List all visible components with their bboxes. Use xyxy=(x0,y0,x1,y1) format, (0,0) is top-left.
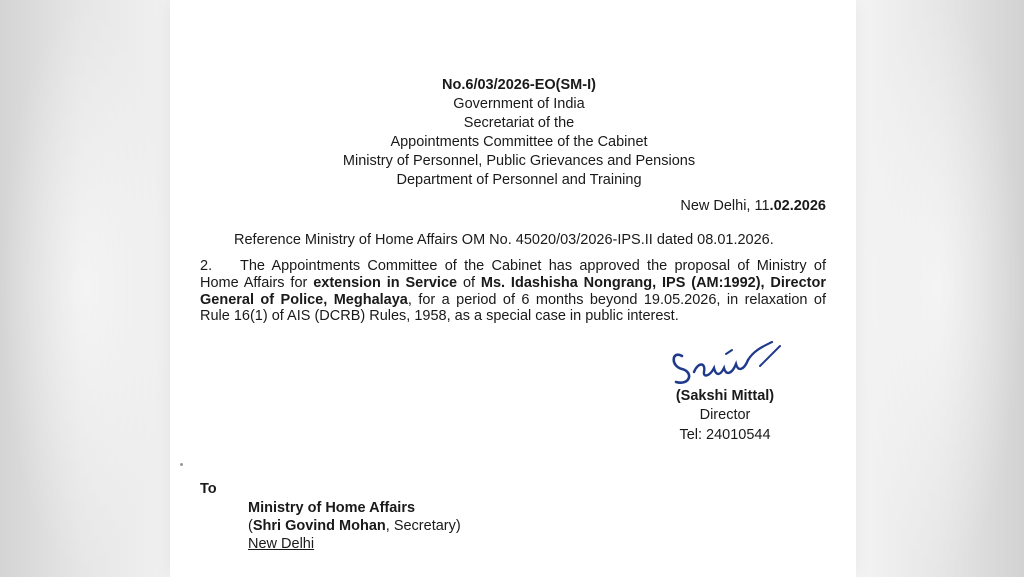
paragraph-bold-officer: Ms. Idashisha Nongrang, IPS (AM:1992), Director General of Police, Meghalaya xyxy=(200,274,827,308)
date-place: New Delhi, 11 xyxy=(680,198,770,214)
paragraph-text-part2: of xyxy=(457,274,481,291)
recipient-person-line xyxy=(248,517,461,536)
recipient-city: New Delhi xyxy=(248,536,315,552)
date-value: .02.2026 xyxy=(769,198,826,214)
header-line-department: Department of Personnel and Training xyxy=(396,172,642,188)
body-paragraph xyxy=(200,258,826,325)
order-number: No.6/03/2026-EO(SM-I) xyxy=(442,77,596,93)
recipient-open-paren: ( xyxy=(248,518,253,534)
document-header xyxy=(170,76,856,190)
office-memorandum-document xyxy=(170,0,856,577)
recipient-person-name: Shri Govind Mohan xyxy=(252,518,386,534)
signatory-name: (Sakshi Mittal) xyxy=(675,388,775,404)
header-line-secretariat: Secretariat of the xyxy=(463,115,575,131)
reference-line: Reference Ministry of Home Affairs OM No. 45020/03/2026-IPS.II dated 08.01.2026. xyxy=(234,232,774,248)
paragraph-bold-extension: extension in Service xyxy=(313,274,458,291)
recipient-person-role: , Secretary) xyxy=(385,518,461,534)
handwritten-signature xyxy=(668,336,788,394)
paragraph-text-part3: , for a period of 6 months beyond 19.05.2026, in relaxation of Rule 16(1) of AIS (DCRB) Rules, 1958, as a special case in public interest. xyxy=(200,291,826,325)
paragraph-text-part1: The Appointments Committee of the Cabinet has approved the proposal of Ministry of Home Affairs for xyxy=(200,258,826,291)
signatory-designation: Director xyxy=(699,407,751,423)
recipient-organisation: Ministry of Home Affairs xyxy=(248,500,416,516)
document-date xyxy=(680,198,826,214)
header-line-government: Government of India xyxy=(453,96,585,112)
background-blur-right xyxy=(854,0,1024,577)
header-line-committee: Appointments Committee of the Cabinet xyxy=(390,134,648,150)
background-blur-left xyxy=(0,0,170,577)
to-label: To xyxy=(200,481,217,497)
signatory-telephone: Tel: 24010544 xyxy=(679,427,771,443)
paper-speck xyxy=(180,463,183,466)
header-line-ministry: Ministry of Personnel, Public Grievances and Pensions xyxy=(342,153,696,169)
paragraph-number: 2. xyxy=(200,258,213,274)
